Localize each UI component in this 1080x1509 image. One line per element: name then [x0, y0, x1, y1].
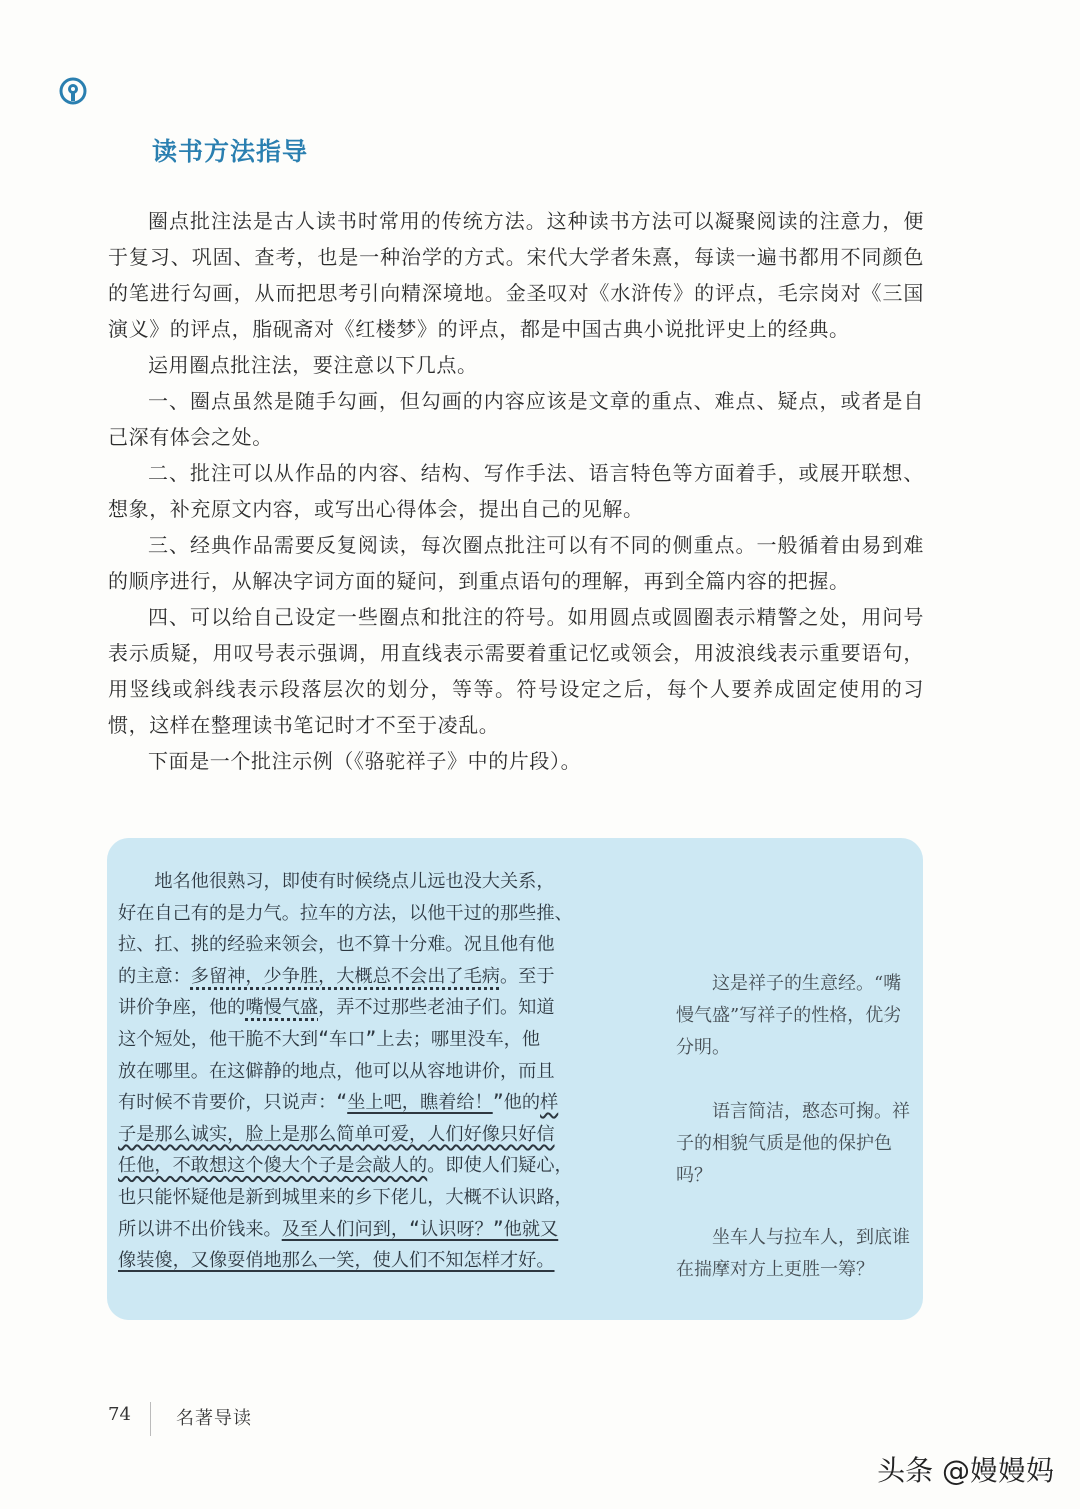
footer-divider [150, 1402, 151, 1436]
book-name: 名著导读 [176, 1408, 252, 1429]
passage-text: 。至于 [499, 965, 555, 987]
passage-line [118, 961, 642, 993]
paragraph: 一、圈点虽然是随手勾画，但勾画的内容应该是文章的重点、难点、疑点，或者是自己深有体会之处。 [108, 389, 924, 449]
passage-line [118, 1150, 642, 1182]
paragraph: 下面是一个批注示例（《骆驼祥子》中的片段）。 [148, 749, 582, 773]
watermark: 头条 @嫚嫚妈 [877, 1454, 1054, 1487]
passage-text: 的主意： [118, 965, 191, 987]
passage-line [118, 1119, 642, 1151]
annotation-note: 坐车人与拉车人，到底谁在揣摩对方上更胜一筹？ [676, 1227, 910, 1280]
paragraph: 运用圈点批注法，要注意以下几点。 [148, 353, 478, 377]
wavy-emphasis: 子是那么诚实，脸上是那么简单可爱，人们好像只好信 [118, 1123, 555, 1145]
underlined-quote: 坐上吧，瞧着给！ [347, 1092, 493, 1114]
passage-line: 地名他很熟习，即使有时候绕点儿远也没大关系， [154, 871, 555, 892]
dotted-emphasis: 嘴慢气盛 [245, 997, 319, 1019]
wavy-emphasis: 样 [540, 1092, 559, 1114]
passage-line: 也只能怀疑他是新到城里来的乡下佬儿，大概不认识路， [118, 1186, 573, 1208]
passage-text: 有时候不肯要价，只说声：“ [118, 1092, 348, 1114]
passage-line: 拉、扛、挑的经验来领会，也不算十分难。况且他有他 [118, 934, 555, 956]
dotted-emphasis: 多留神，少争胜，大概总不会出了毛病 [190, 965, 500, 987]
logo-icon [58, 76, 88, 106]
paragraph: 三、经典作品需要反复阅读，每次圈点批注可以有不同的侧重点。一般循着由易到难的顺序进行，从解决字词方面的疑问，到重点语句的理解，再到全篇内容的把握。 [108, 533, 924, 593]
passage-line: 好在自己有的是力气。拉车的方法，以他干过的那些推、 [118, 902, 573, 924]
wavy-emphasis: 任他，不敢想这个傻大个子是会敲人的 [118, 1155, 428, 1177]
passage-line [118, 1245, 642, 1277]
example-passage [118, 866, 642, 1277]
paragraph: 二、批注可以从作品的内容、结构、写作手法、语言特色等方面着手，或展开联想、想象，补充原文内容，或写出心得体会，提出自己的见解。 [108, 461, 924, 521]
annotation-note: 语言简洁，憨态可掬。祥子的相貌气质是他的保护色吗？ [676, 1101, 910, 1186]
underlined-sentence: 像装傻，又像耍俏地那么一笑，使人们不知怎样才好。 [118, 1250, 555, 1272]
paragraph: 圈点批注法是古人读书时常用的传统方法。这种读书方法可以凝聚阅读的注意力，便于复习、巩固、查考，也是一种治学的方式。宋代大学者朱熹，每读一遍书都用不同颜色的笔进行勾画，从而把思考引向精深境地。金圣叹对《水浒传》的评点，毛宗岗对《三国演义》的评点，脂砚斋对《红楼梦》的评点，都是中国古典小说批评史上的经典。 [108, 209, 924, 341]
page-number: 74 [108, 1404, 131, 1425]
section-title: 读书方法指导 [152, 137, 309, 166]
passage-text: 所以讲不出价钱来。 [118, 1218, 282, 1240]
passage-text: 讲价争座，他的 [118, 997, 246, 1019]
passage-text: ”他的 [492, 1092, 541, 1114]
passage-line [118, 992, 642, 1024]
underlined-sentence: 及至人们问到，“认识呀？”他就又 [281, 1218, 559, 1240]
passage-line: 放在哪里。在这僻静的地点，他可以从容地讲价，而且 [118, 1060, 555, 1082]
passage-line: 这个短处，他干脆不大到“车口”上去；哪里没车，他 [118, 1028, 541, 1050]
passage-line [118, 1087, 642, 1119]
annotation-note: 这是祥子的生意经。“嘴慢气盛”写祥子的性格，优劣分明。 [676, 973, 902, 1058]
passage-line [118, 1214, 642, 1246]
paragraph: 四、可以给自己设定一些圈点和批注的符号。如用圆点或圆圈表示精警之处，用问号表示质疑，用叹号表示强调，用直线表示需要着重记忆或领会，用波浪线表示重要语句，用竖线或斜线表示段落层次的划分，等等。符号设定之后，每个人要养成固定使用的习惯，这样在整理读书笔记时才不至于凌乱。 [108, 605, 924, 737]
body-text [108, 203, 924, 779]
passage-text: ，弄不过那些老油子们。知道 [318, 997, 555, 1019]
passage-text: 。即使人们疑心， [427, 1155, 573, 1177]
